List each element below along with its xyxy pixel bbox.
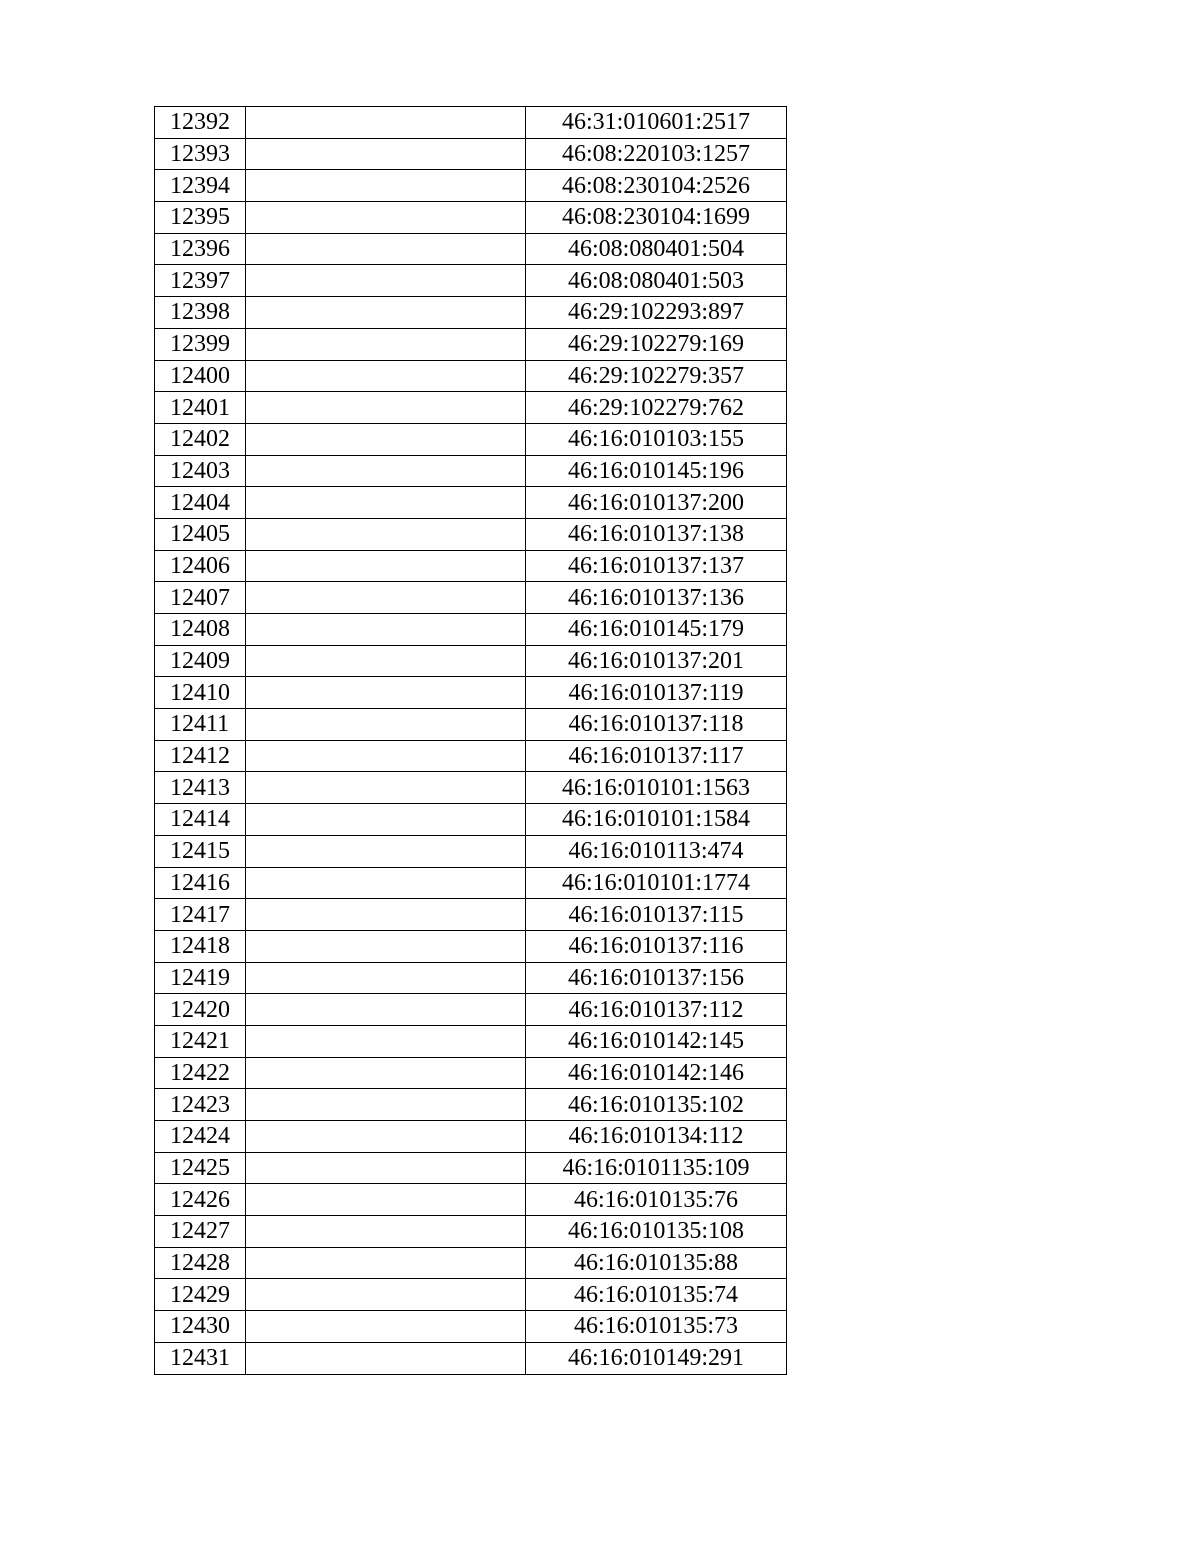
name-cell — [246, 804, 526, 836]
cadastral-number-cell: 46:16:010137:118 — [526, 709, 787, 741]
cadastral-number-cell: 46:16:010101:1774 — [526, 867, 787, 899]
cadastral-number-cell: 46:29:102279:169 — [526, 328, 787, 360]
cadastral-number-cell: 46:16:010137:136 — [526, 582, 787, 614]
row-number-cell: 12411 — [155, 709, 246, 741]
row-number-cell: 12412 — [155, 740, 246, 772]
row-number-cell: 12409 — [155, 645, 246, 677]
table-row — [155, 1152, 787, 1184]
row-number-cell: 12395 — [155, 202, 246, 234]
table-row — [155, 392, 787, 424]
cadastral-number-cell: 46:16:010137:117 — [526, 740, 787, 772]
name-cell — [246, 1216, 526, 1248]
table-row — [155, 1089, 787, 1121]
cadastral-number-cell: 46:16:010135:74 — [526, 1279, 787, 1311]
row-number-cell: 12393 — [155, 138, 246, 170]
cadastral-number-cell: 46:16:010135:73 — [526, 1311, 787, 1343]
cadastral-number-cell: 46:29:102293:897 — [526, 297, 787, 329]
row-number-cell: 12424 — [155, 1121, 246, 1153]
row-number-cell: 12397 — [155, 265, 246, 297]
name-cell — [246, 677, 526, 709]
row-number-cell: 12399 — [155, 328, 246, 360]
table-row — [155, 233, 787, 265]
row-number-cell: 12394 — [155, 170, 246, 202]
name-cell — [246, 962, 526, 994]
table-row — [155, 297, 787, 329]
table-row — [155, 804, 787, 836]
name-cell — [246, 1342, 526, 1374]
table-row — [155, 1247, 787, 1279]
name-cell — [246, 1184, 526, 1216]
table-row — [155, 328, 787, 360]
row-number-cell: 12427 — [155, 1216, 246, 1248]
row-number-cell: 12400 — [155, 360, 246, 392]
row-number-cell: 12418 — [155, 930, 246, 962]
name-cell — [246, 107, 526, 139]
row-number-cell: 12414 — [155, 804, 246, 836]
table-row — [155, 994, 787, 1026]
table-row — [155, 107, 787, 139]
cadastral-number-cell: 46:16:010142:146 — [526, 1057, 787, 1089]
name-cell — [246, 297, 526, 329]
row-number-cell: 12431 — [155, 1342, 246, 1374]
name-cell — [246, 772, 526, 804]
name-cell — [246, 1279, 526, 1311]
name-cell — [246, 202, 526, 234]
cadastral-number-cell: 46:08:080401:503 — [526, 265, 787, 297]
cadastral-number-cell: 46:16:010101:1563 — [526, 772, 787, 804]
table-row — [155, 265, 787, 297]
cadastral-number-cell: 46:16:010137:112 — [526, 994, 787, 1026]
table-row — [155, 867, 787, 899]
cadastral-number-cell: 46:16:010135:76 — [526, 1184, 787, 1216]
table-row — [155, 645, 787, 677]
table-row — [155, 614, 787, 646]
table-row — [155, 360, 787, 392]
name-cell — [246, 518, 526, 550]
row-number-cell: 12429 — [155, 1279, 246, 1311]
name-cell — [246, 1089, 526, 1121]
table-row — [155, 962, 787, 994]
row-number-cell: 12410 — [155, 677, 246, 709]
row-number-cell: 12426 — [155, 1184, 246, 1216]
cadastral-table — [154, 106, 787, 1375]
cadastral-number-cell: 46:16:010113:474 — [526, 835, 787, 867]
name-cell — [246, 550, 526, 582]
cadastral-number-cell: 46:16:010137:116 — [526, 930, 787, 962]
row-number-cell: 12415 — [155, 835, 246, 867]
table-row — [155, 582, 787, 614]
table-row — [155, 899, 787, 931]
name-cell — [246, 138, 526, 170]
table-row — [155, 1216, 787, 1248]
table-row — [155, 1057, 787, 1089]
table-row — [155, 1121, 787, 1153]
name-cell — [246, 835, 526, 867]
table-row — [155, 423, 787, 455]
table-row — [155, 455, 787, 487]
row-number-cell: 12416 — [155, 867, 246, 899]
cadastral-number-cell: 46:16:010145:179 — [526, 614, 787, 646]
cadastral-number-cell: 46:16:010101:1584 — [526, 804, 787, 836]
name-cell — [246, 1311, 526, 1343]
table-row — [155, 487, 787, 519]
cadastral-number-cell: 46:16:010137:138 — [526, 518, 787, 550]
name-cell — [246, 1152, 526, 1184]
name-cell — [246, 930, 526, 962]
cadastral-number-cell: 46:16:010135:102 — [526, 1089, 787, 1121]
table-row — [155, 170, 787, 202]
table-row — [155, 835, 787, 867]
name-cell — [246, 360, 526, 392]
cadastral-number-cell: 46:16:010137:201 — [526, 645, 787, 677]
name-cell — [246, 645, 526, 677]
table-row — [155, 1342, 787, 1374]
name-cell — [246, 582, 526, 614]
name-cell — [246, 392, 526, 424]
row-number-cell: 12407 — [155, 582, 246, 614]
table-row — [155, 1311, 787, 1343]
name-cell — [246, 709, 526, 741]
cadastral-number-cell: 46:16:010142:145 — [526, 1025, 787, 1057]
table-row — [155, 550, 787, 582]
row-number-cell: 12404 — [155, 487, 246, 519]
row-number-cell: 12398 — [155, 297, 246, 329]
cadastral-table-body — [155, 107, 787, 1375]
cadastral-number-cell: 46:16:010145:196 — [526, 455, 787, 487]
name-cell — [246, 265, 526, 297]
row-number-cell: 12402 — [155, 423, 246, 455]
row-number-cell: 12419 — [155, 962, 246, 994]
name-cell — [246, 867, 526, 899]
table-row — [155, 202, 787, 234]
row-number-cell: 12406 — [155, 550, 246, 582]
cadastral-number-cell: 46:16:010137:115 — [526, 899, 787, 931]
name-cell — [246, 614, 526, 646]
row-number-cell: 12425 — [155, 1152, 246, 1184]
name-cell — [246, 740, 526, 772]
table-row — [155, 518, 787, 550]
cadastral-number-cell: 46:08:230104:1699 — [526, 202, 787, 234]
row-number-cell: 12422 — [155, 1057, 246, 1089]
row-number-cell: 12428 — [155, 1247, 246, 1279]
row-number-cell: 12401 — [155, 392, 246, 424]
row-number-cell: 12421 — [155, 1025, 246, 1057]
name-cell — [246, 1025, 526, 1057]
name-cell — [246, 1247, 526, 1279]
row-number-cell: 12417 — [155, 899, 246, 931]
cadastral-number-cell: 46:16:010137:119 — [526, 677, 787, 709]
cadastral-number-cell: 46:16:010135:108 — [526, 1216, 787, 1248]
cadastral-number-cell: 46:16:010137:137 — [526, 550, 787, 582]
cadastral-number-cell: 46:16:010135:88 — [526, 1247, 787, 1279]
table-row — [155, 1184, 787, 1216]
cadastral-number-cell: 46:16:010137:200 — [526, 487, 787, 519]
name-cell — [246, 994, 526, 1026]
cadastral-number-cell: 46:29:102279:357 — [526, 360, 787, 392]
cadastral-number-cell: 46:08:080401:504 — [526, 233, 787, 265]
table-row — [155, 709, 787, 741]
name-cell — [246, 1121, 526, 1153]
cadastral-number-cell: 46:16:0101135:109 — [526, 1152, 787, 1184]
table-row — [155, 1279, 787, 1311]
row-number-cell: 12405 — [155, 518, 246, 550]
cadastral-number-cell: 46:08:220103:1257 — [526, 138, 787, 170]
cadastral-number-cell: 46:29:102279:762 — [526, 392, 787, 424]
table-row — [155, 930, 787, 962]
cadastral-number-cell: 46:31:010601:2517 — [526, 107, 787, 139]
row-number-cell: 12408 — [155, 614, 246, 646]
row-number-cell: 12403 — [155, 455, 246, 487]
name-cell — [246, 455, 526, 487]
cadastral-number-cell: 46:08:230104:2526 — [526, 170, 787, 202]
cadastral-number-cell: 46:16:010149:291 — [526, 1342, 787, 1374]
name-cell — [246, 170, 526, 202]
row-number-cell: 12420 — [155, 994, 246, 1026]
name-cell — [246, 899, 526, 931]
table-row — [155, 740, 787, 772]
name-cell — [246, 423, 526, 455]
table-row — [155, 772, 787, 804]
row-number-cell: 12392 — [155, 107, 246, 139]
table-row — [155, 1025, 787, 1057]
cadastral-number-cell: 46:16:010137:156 — [526, 962, 787, 994]
name-cell — [246, 233, 526, 265]
name-cell — [246, 1057, 526, 1089]
row-number-cell: 12430 — [155, 1311, 246, 1343]
table-row — [155, 677, 787, 709]
name-cell — [246, 328, 526, 360]
cadastral-number-cell: 46:16:010134:112 — [526, 1121, 787, 1153]
row-number-cell: 12423 — [155, 1089, 246, 1121]
name-cell — [246, 487, 526, 519]
row-number-cell: 12413 — [155, 772, 246, 804]
cadastral-number-cell: 46:16:010103:155 — [526, 423, 787, 455]
row-number-cell: 12396 — [155, 233, 246, 265]
table-row — [155, 138, 787, 170]
